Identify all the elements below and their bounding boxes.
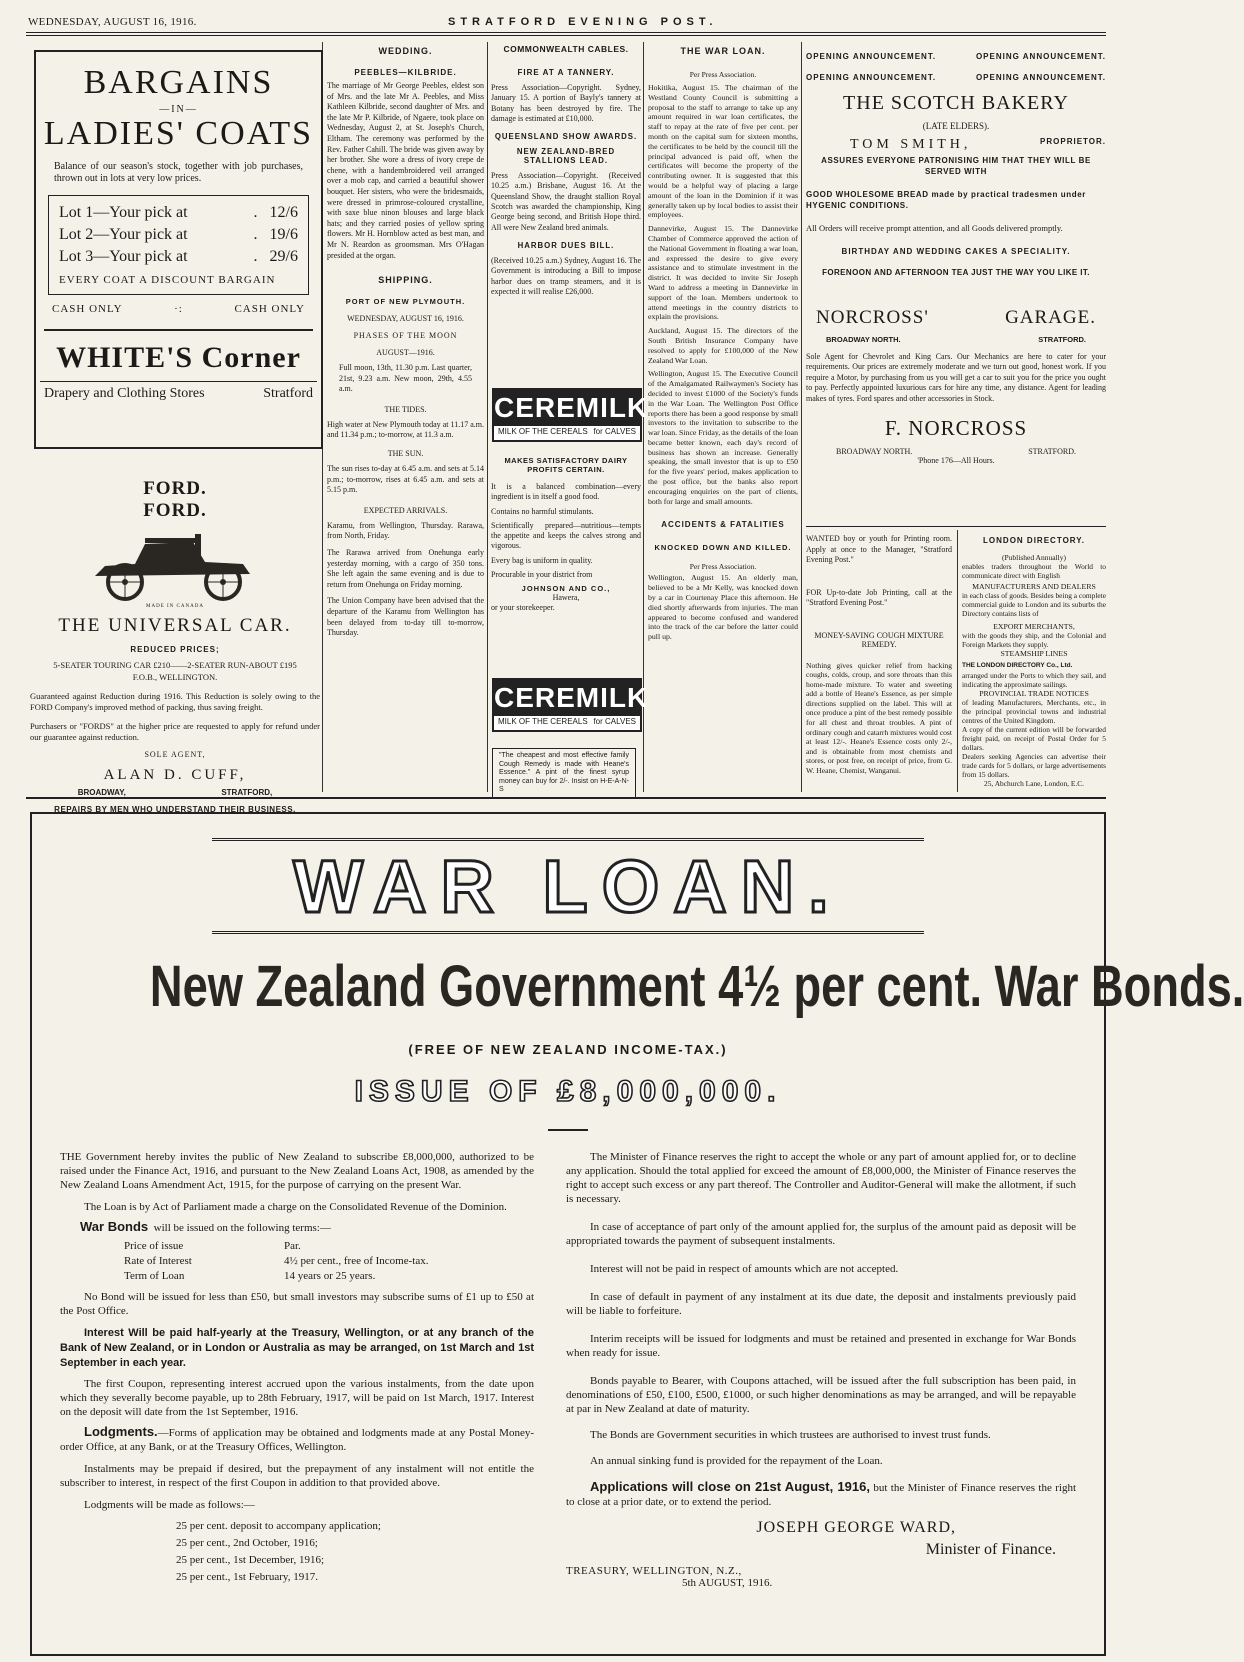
ceremilk-logo: CEREMILK — [494, 390, 640, 426]
lot-3: Lot 3—Your pick at . 29/6 — [59, 248, 298, 265]
ceremilk-tagline-2: MILK OF THE CEREALS for CALVES — [498, 717, 636, 726]
schedule-item: 25 per cent., 1st December, 1916; — [176, 1554, 325, 1566]
union-text: The Union Company have been advised that the departure of the Karamu from Wellington has been delayed from to-day till to-morrow, Thursday. — [327, 596, 484, 638]
term-row: Term of Loan 14 years or 25 years. — [124, 1270, 376, 1282]
loan-charge: The Loan is by Act of Parliament made a charge on the Consolidated Revenue of the Dominion. — [84, 1201, 507, 1213]
loan-text-2: Dannevirke, August 15. The Dannevirke Chamber of Commerce approved the action of the National Government in floating a war loan, and expressed the desire to give every assistance and to stimulate investment in the district. It was decided to invite Sir Joseph Ward to address a meeting in Dannevirke in support of the loan. Members undertook to attend meetings in the country districts to explain the provisions. — [648, 224, 798, 322]
garage-address: BROADWAY NORTH. STRATFORD. — [826, 334, 1086, 344]
term-row: Rate of Interest 4½ per cent., free of Income-tax. — [124, 1255, 429, 1267]
issue-amount: ISSUE OF £8,000,000. — [354, 1075, 782, 1108]
ceremilk-tagline: MILK OF THE CEREALS for CALVES — [498, 427, 636, 436]
opening-line-2: OPENING ANNOUNCEMENT. OPENING ANNOUNCEMENT. — [806, 73, 1106, 82]
war-loan-ad — [30, 812, 1244, 1656]
column-divider — [487, 42, 488, 792]
prepaid-instalments: Instalments may be prepaid if desired, but the prepayment of any instalment will not entitle the subscriber to interest, in respect of the first Coupon in addition to that provided above. — [60, 1463, 534, 1489]
ford-reduced: REDUCED PRICES; — [130, 645, 220, 654]
schedule-item: 25 per cent., 1st February, 1917. — [176, 1571, 318, 1583]
dairy-text-1: It is a balanced combination—every ingredient is in itself a good food. — [491, 482, 641, 502]
loan-heading: THE WAR LOAN. — [680, 46, 766, 56]
sun-heading: THE SUN. — [387, 449, 424, 459]
dairy-ad — [491, 456, 641, 614]
tides-text: High water at New Plymouth today at 11.17 a.m. and 11.34 p.m.; to-morrow, at 11.3 a.m. — [327, 419, 484, 440]
first-coupon: The first Coupon, representing interest accrued upon the various instalments, from the date upon which they severally become payable, up to 28th February, 1917, will be paid on 1st March, 1917. Interest on the deposit will date from the 1st September, 1916. — [60, 1378, 534, 1418]
col5-rule — [806, 526, 1106, 527]
fire-heading: FIRE AT A TANNERY. — [517, 68, 615, 77]
ford-purchasers: Purchasers or "FORDS" at the higher price are requested to apply for refund under our guarantee against reduction. — [30, 721, 320, 742]
dairy-text-4: Every bag is uniform in quality. — [491, 555, 593, 565]
bakery-name: THE SCOTCH BAKERY — [843, 92, 1069, 114]
discount-line: EVERY COAT A DISCOUNT BARGAIN — [59, 274, 276, 286]
loan-text-1: Hokitika, August 15. The chairman of the Westland County Council is submitting a proposal to the staff to arrange to take up any amount required in war loan certificates, the staff to repay at the rate of five per cent. per month on the capital sum for sixteen months, the certificates to be held by the council till the principal advanced is paid off, when the certificates will become the property of the contributing owner. It is suggested that this would be a helpful way of placing a large amount of the loan in the Dominion if it was generally taken up by local bodies to assist their employees. — [648, 83, 798, 220]
heane-small-ad: "The cheapest and most effective family Cough Remedy is made with Heane's Essence." A pint of the finest syrup money can buy for 2/-. Insist on H-E-A-N-S — [492, 748, 636, 799]
knocked-heading: KNOCKED DOWN AND KILLED. — [654, 543, 792, 553]
min-bond: No Bond will be issued for less than £50, but small investors may subscribe sums of £1 up to £50 at the Post Office. — [60, 1291, 534, 1317]
london-text-5: of leading Manufacturers, Merchants, etc., in the principal provincial towns and industrial centres of the United Kingdom. — [962, 698, 1106, 725]
ford-sole-agent: SOLE AGENT, — [144, 750, 206, 759]
london-export: EXPORT MERCHANTS, — [993, 622, 1075, 631]
phases-text: Full moon, 13th, 11.30 p.m. Last quarter, 21st, 9.23 a.m. New moon, 29th, 4.55 a.m. — [339, 363, 472, 394]
ceremilk-ad-2 — [492, 678, 649, 732]
knocked-sub: Per Press Association. — [689, 562, 757, 572]
knocked-text: Wellington, August 15. An elderly man, believed to be a Mr Kelly, was knocked down by a car in Courtenay Place this afternoon. He died shortly afterwards from injuries. The man appeared to become confused and wandered into the track of the car before the latter could pull up. — [648, 573, 798, 642]
london-text-1: enables traders throughout the World to communicate direct with English — [962, 562, 1106, 580]
small-ads — [806, 534, 952, 776]
phases-heading: PHASES OF THE MOON — [353, 331, 458, 341]
shipping-heading: SHIPPING. — [378, 275, 433, 286]
partial-acceptance: In case of acceptance of part only of the amount applied for, the surplus of the amount paid as deposit will be appropriated towards the payment of subsequent instalments. — [566, 1221, 1076, 1247]
bakery-tea: FORENOON AND AFTERNOON TEA JUST THE WAY YOU LIKE IT. — [822, 267, 1090, 277]
port-heading: PORT OF NEW PLYMOUTH. — [345, 297, 466, 307]
lodgment-schedule — [60, 1518, 534, 1586]
harbor-text: (Received 10.25 a.m.) Sydney, August 16. The Government is introducing a Bill to impose harbor dues on tramp steamers, and it is expected it will realise £26,000. — [491, 255, 641, 296]
header-date: WEDNESDAY, AUGUST 16, 1916. — [28, 16, 197, 28]
bargains-subtitle: LADIES' COATS — [43, 115, 314, 152]
ford-guarantee: Guaranteed against Reduction during 1916. This Reduction is solely owing to the FORD Company's improved method of packing, thus saving freight. — [30, 691, 320, 712]
london-text-6: A copy of the current edition will be forwarded freight paid, on receipt of Postal Order for 5 dollars. — [962, 725, 1106, 752]
ceremilk-logo-2: CEREMILK — [494, 680, 640, 716]
ford-line-1: FORD. — [143, 478, 207, 499]
ford-caption: MADE IN CANADA — [146, 604, 204, 609]
lodgments-forms: Lodgments.—Forms of application may be obtained and lodgments made at any Postal Money-order Office, at any Bank, or at the Treasury Offices, Wellington. — [60, 1424, 534, 1453]
terms-table — [60, 1239, 534, 1284]
harbor-heading: HARBOR DUES BILL. — [517, 240, 615, 250]
bargains-title: BARGAINS — [83, 64, 274, 101]
loan-sub: Per Press Association. — [689, 70, 757, 79]
dairy-text-2: Contains no harmful stimulants. — [491, 506, 594, 516]
terms-right — [566, 1150, 1076, 1589]
signature-title: Minister of Finance. — [925, 1541, 1056, 1558]
header-rule — [26, 32, 1106, 33]
london-text-4: arranged under the Ports to which they sail, and indicating the approximate sailings. — [962, 671, 1106, 689]
wedding-text: The marriage of Mr George Peebles, eldest son of Mrs. and the late Mr A. Peebles, and Miss Kathleen Kilbride, second daughter of Mrs. and the late Mr P. Kilbride, of Ngaere, took place on Wednesday, August 2, at St. Joseph's Church, Eltham. The ceremony was performed by the Rev. Father Cahill. The bride was given away by her brother. She wore a dress of ivory crepe de chene, with a handembroidered veil arranged over a mob cap, and carried a beautiful shower bouquet. Her sisters, who were the bridesmaids, were dressed in primrose-coloured crystalline, with saxe blue ninon blouses and large black hats; and they carried posies of yellow spring flowers. Mr H. Hornblow acted as best man, and Mr N. Reardon as groomsman. Mrs O'Hagan presided at the organ. — [327, 81, 484, 260]
bakery-orders: All Orders will receive prompt attention, and all Goods delivered promptly. — [806, 223, 1063, 233]
schedule-item: 25 per cent. deposit to accompany application; — [176, 1520, 381, 1532]
lot-2: Lot 2—Your pick at . 19/6 — [59, 226, 298, 243]
ford-repairs: REPAIRS BY MEN WHO UNDERSTAND THEIR BUSINESS. — [54, 805, 296, 814]
bakery-assures: ASSURES EVERYONE PATRONISING HIM THAT THEY WILL BE SERVED WITH — [821, 156, 1091, 176]
column-3 — [491, 44, 641, 297]
london-steam: STEAMSHIP LINES — [1000, 649, 1068, 658]
wanted-ad: WANTED boy or youth for Printing room. Apply at once to the Manager, "Stratford Evening Post." — [806, 534, 952, 564]
proprietor-line: TOM SMITH, PROPRIETOR. — [850, 137, 1106, 152]
ford-models: 5-SEATER TOURING CAR £210——2-SEATER RUN-ABOUT £195 — [53, 660, 297, 670]
lot-1: Lot 1—Your pick at . 12/6 — [59, 204, 298, 221]
loan-text-4: Wellington, August 15. The Executive Council of the Amalgamated Railwaymen's Society has decided to invest £1000 of the Society's funds in the War Loan. The Wellington Post Office reports there has been a good response by small investors to the invitation to subscribe to the war loan. Since Friday, as the details of the loan became better known, each day's record of business has shown an increase. Generally speaking, the small investor that is up to £50 for the five years' period, makes application to the post office, but the banks also report encouraging enquiries on the part of clients, both for large and small amounts. — [648, 369, 798, 506]
ford-tagline: THE UNIVERSAL CAR. — [58, 615, 292, 636]
garage-text: Sole Agent for Chevrolet and King Cars. Our Mechanics are here to cater for your requirements. Our prices are extremely moderate and we turn out good, honest work. If you require a Motor, by purchasing from us you will get a car to suit you for the price you ought to pay. Perfectly appointed luxurious cars for hire any time, any distance. Agent for leading makes of tyres. Ford spares and other accessories in Stock. — [806, 351, 1106, 403]
terms-left — [60, 1150, 534, 1586]
term-row: Price of issue Par. — [124, 1240, 301, 1252]
london-text-7: Dealers seeking Agencies can advertise their trade cards for 5 dollars, or large advertisements from 15 dollars. — [962, 752, 1106, 779]
london-text-3: with the goods they ship, and the Colonial and Foreign Markets they supply. — [962, 631, 1106, 649]
page-header — [28, 14, 1104, 32]
wedding-heading: WEDDING. — [378, 46, 433, 56]
bakery-cakes: BIRTHDAY AND WEDDING CAKES A SPECIALITY. — [841, 246, 1071, 256]
dairy-text-3: Scientifically prepared—nutritious—tempts the appetite and keeps the calves strong and vigorous. — [491, 520, 641, 551]
ford-agent-name: ALAN D. CUFF, — [103, 767, 247, 783]
treasury-date: 5th AUGUST, 1916. — [682, 1577, 773, 1589]
interest-paid: Interest Will be paid half-yearly at the Treasury, Wellington, or at any branch of the Bank of New Zealand, or in London or Australia as may be arranged, on 1st March and 1st September in each year. — [60, 1327, 534, 1369]
dairy-town: Hawera, — [552, 593, 580, 603]
norcross-name: F. NORCROSS — [884, 416, 1028, 440]
london-directory-ad — [962, 536, 1106, 788]
sinking-fund: An annual sinking fund is provided for the repayment of the Loan. — [590, 1455, 883, 1467]
london-text-2: in each class of goods. Besides being a complete commercial guide to London and its suburbs the Directory contains lists of — [962, 591, 1106, 618]
cash-only-line: CASH ONLY ·: CASH ONLY — [52, 303, 305, 315]
schedule-item: 25 per cent., 2nd October, 1916; — [176, 1537, 318, 1549]
lots-box — [48, 195, 309, 295]
show-heading: QUEENSLAND SHOW AWARDS. — [494, 132, 638, 142]
ford-ad — [30, 478, 320, 814]
cables-heading: COMMONWEALTH CABLES. — [503, 44, 629, 54]
opening-line-1: OPENING ANNOUNCEMENT. OPENING ANNOUNCEMENT. — [806, 52, 1106, 61]
war-bonds-headline: New Zealand Government 4½ per cent. War Bonds. — [149, 954, 1244, 1019]
port-date: WEDNESDAY, AUGUST 16, 1916. — [347, 314, 464, 324]
arrivals-heading: EXPECTED ARRIVALS. — [363, 505, 448, 515]
wedding-subheading: PEEBLES—KILBRIDE. — [354, 68, 457, 77]
section-rule — [26, 797, 1106, 799]
lodgments-schedule-intro: Lodgments will be made as follows:— — [84, 1499, 255, 1511]
free-of-tax: (FREE OF NEW ZEALAND INCOME-TAX.) — [408, 1042, 728, 1057]
cough-text: Nothing gives quicker relief from hacking coughs, colds, croup, and sore throats than this home-made mixture. To water and sweeting add a bottle of Heane's Essence, as per simple directions supplied on the label. This will at once produce a pint of the best remedy possible for all chest and throat troubles. A pint of ordinary cough and catarrh mixtures would cost at least 12/-. Heane's Essence costs only 2/-, and is obtainable from most chemists and stores, or post free, on receipt of price, from G. W. Heane, Chemist, Wanganui. — [806, 660, 952, 776]
stallions-text: Press Association—Copyright. (Received 10.25 a.m.) Brisbane, August 16. At the Queensland Show, the draught stallion Royal Scotch was awarded the championship, King George being second, and British Hope third. All were New Zealand bred animals. — [491, 171, 641, 232]
loan-intro: THE Government hereby invites the public of New Zealand to subscribe £8,000,000, authorized to be raised under the Finance Act, 1916, and pursuant to the New Zealand Loans Act, 1908, as amended by the New Zealand Loans Amendment Act, 1915, for the purpose of carrying on the present War. — [60, 1151, 534, 1191]
bargains-in: —IN— — [159, 104, 198, 115]
ford-agent-address: BROADWAY, STRATFORD, — [77, 788, 273, 797]
war-loan-title: WAR LOAN. — [293, 845, 843, 928]
column-2 — [327, 46, 484, 639]
ford-car-icon — [75, 524, 275, 604]
dairy-agent: JOHNSON AND CO., — [521, 584, 611, 594]
store-subline: Drapery and Clothing Stores Stratford — [44, 386, 313, 401]
fire-text: Press Association—Copyright. Sydney, January 15. A portion of Bayly's tannery at Botany has been destroyed by fire. The damage is estimated at £10,000. — [491, 83, 641, 123]
bonds-issue: War Bonds will be issued on the following terms:— — [80, 1219, 331, 1234]
london-heading: LONDON DIRECTORY. — [983, 536, 1085, 545]
trustee-securities: The Bonds are Government securities in which trustees are authorised to invest trust funds. — [590, 1429, 991, 1441]
treasury-line: TREASURY, WELLINGTON, N.Z., — [566, 1565, 742, 1577]
ceremilk-ad-1 — [492, 388, 649, 442]
dairy-text-5: Procurable in your district from — [491, 570, 593, 580]
london-address: 25, Abchurch Lane, London, E.C. — [984, 779, 1084, 788]
london-mfr: MANUFACTURERS AND DEALERS — [972, 582, 1096, 591]
bakery-bread: GOOD WHOLESOME BREAD made by practical tradesmen under HYGENIC CONDITIONS. — [806, 190, 1087, 210]
printing-ad: FOR Up-to-date Job Printing, call at the "Stratford Evening Post." — [806, 587, 952, 607]
no-interest: Interest will not be paid in respect of amounts which are not accepted. — [590, 1263, 899, 1275]
ford-fob: F.O.B., WELLINGTON. — [132, 671, 218, 682]
stallions-heading: NEW ZEALAND-BRED STALLIONS LEAD. — [516, 147, 616, 166]
arrivals-text: Karamu, from Wellington, Thursday. Rarawa, from North, Friday. — [327, 520, 484, 541]
london-company: THE LONDON DIRECTORY Co., Ltd. — [962, 662, 1073, 669]
column-5 — [806, 52, 1106, 465]
cough-heading: MONEY-SAVING COUGH MIXTURE REMEDY. — [814, 630, 944, 649]
minister-reserves: The Minister of Finance reserves the right to accept the whole or any part of amount applied for, or to decline any application. Should the total applied for exceed the amount of £8,000,000, the Minister of Finance reserves the right to accept such excess or any part thereof. The Controller and Auditor-General will make the allotment, if such is necessary. — [566, 1151, 1076, 1205]
interim-receipts: Interim receipts will be issued for lodgments and must be retained and presented in exchange for War Bonds when ready for issue. — [566, 1333, 1076, 1359]
norcross-address: BROADWAY NORTH. STRATFORD. — [836, 447, 1076, 456]
london-prov: PROVINCIAL TRADE NOTICES — [979, 689, 1089, 698]
store-name: WHITE'S Corner — [56, 341, 301, 374]
dairy-end: or your storekeeper. — [491, 603, 555, 613]
bargains-ad — [34, 50, 323, 449]
col5-inner-divider — [957, 530, 958, 792]
column-4 — [648, 46, 798, 642]
rarawa-text: The Rarawa arrived from Onehunga early yesterday morning, with a cargo of 350 tons. She left again the same evening and is due to return from Onehunga on Friday morning. — [327, 548, 484, 589]
ford-line-2: FORD. — [143, 500, 207, 521]
signature: JOSEPH GEORGE WARD, — [756, 1519, 956, 1536]
phases-month: AUGUST—1916. — [376, 348, 435, 358]
header-rule-2 — [26, 35, 1106, 36]
loan-text-3: Auckland, August 15. The directors of the South British Insurance Company have resolved to apply for £100,000 of the New Zealand War Loan. — [648, 326, 798, 365]
bonds-bearer: Bonds payable to Bearer, with Coupons attached, will be issued after the full subscription has been paid, in denominations of £50, £100, £500, £1000, or such higher denominations as may be arranged, and will be repayable at par in New Zealand at date of maturity. — [566, 1375, 1076, 1415]
dairy-heading: MAKES SATISFACTORY DAIRY PROFITS CERTAIN. — [504, 456, 628, 474]
applications-close: Applications will close on 21st August, 1916, but the Minister of Finance reserves the right to close at a prior date, or to extend the period. — [566, 1479, 1077, 1508]
tides-heading: THE TIDES. — [384, 404, 427, 414]
london-sub: (Published Annually) — [1002, 553, 1066, 562]
bargains-desc: Balance of our season's stock, together with job purchases, thrown out in lots at very low prices. — [54, 161, 303, 184]
newspaper-title: STRATFORD EVENING POST. — [448, 16, 718, 28]
garage-name: NORCROSS' GARAGE. — [816, 306, 1096, 328]
column-divider — [801, 42, 802, 792]
sun-text: The sun rises to-day at 6.45 a.m. and sets at 5.14 p.m.; to-morrow, rises at 6.45 a.m. and sets at 5.15 p.m. — [327, 464, 484, 495]
bakery-late: (LATE ELDERS). — [922, 121, 990, 131]
norcross-phone: 'Phone 176—All Hours. — [917, 456, 995, 465]
default-clause: In case of default in payment of any instalment at its due date, the deposit and instalments previously paid will be liable to forfeiture. — [566, 1291, 1076, 1317]
accidents-heading: ACCIDENTS & FATALITIES — [661, 520, 785, 530]
